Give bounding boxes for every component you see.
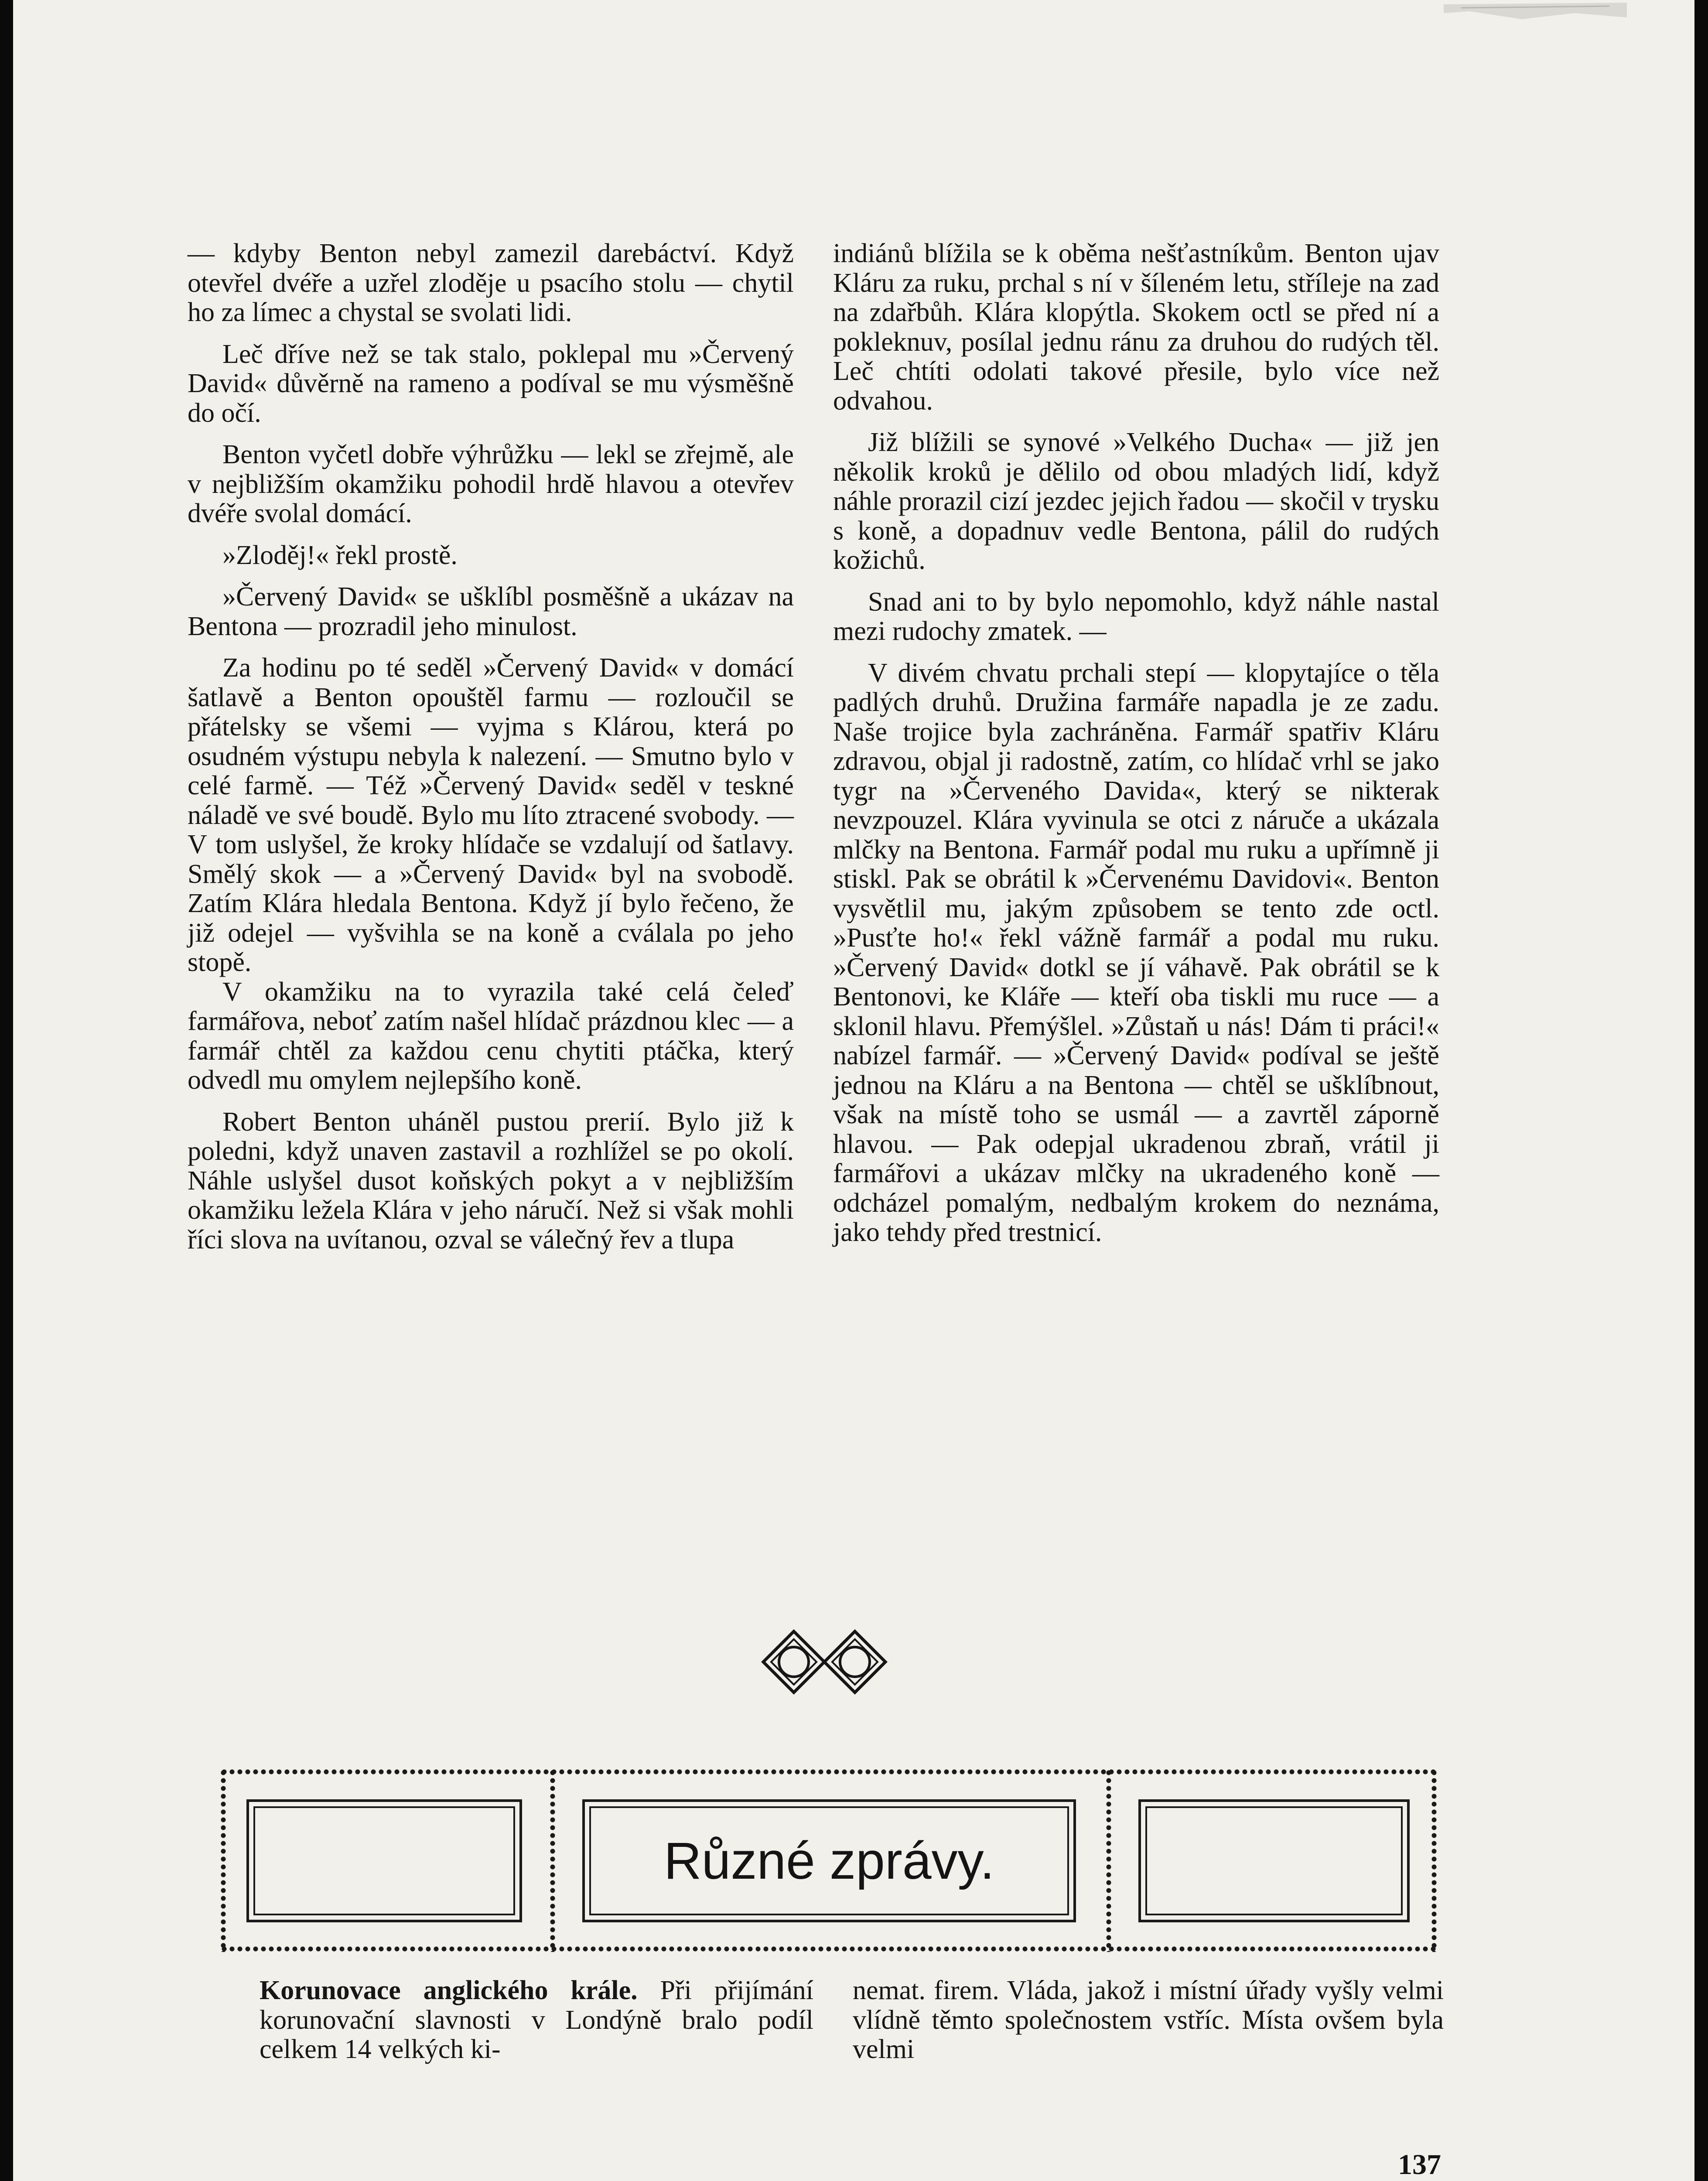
news-column-left: [260, 1976, 813, 2065]
banner-dotted-border-top: [220, 1769, 1437, 1775]
news-paragraph: nemat. firem. Vláda, jakož i místní úřady vyšly velmi vlídně těmto společnostem vstříc. Místa ovšem byla velmi: [853, 1976, 1444, 2064]
news-paragraph: [260, 1976, 813, 2065]
story-paragraph: Benton vyčetl dobře výhrůžku — lekl se zřejmě, ale v nejbližším okamžiku pohodil hrdě hlavou a otevřev dvéře svolal domácí.: [188, 440, 794, 528]
magazine-page: [13, 0, 1694, 2181]
section-title: Různé zprávy.: [663, 1832, 995, 1890]
story-paragraph: V okamžiku na to vyrazila také celá čeleď farmářova, neboť zatím našel hlídač prázdnou klec — a farmář chtěl za každou cenu chytiti ptáčka, který odvedl mu omylem nejlepšího koně.: [188, 977, 794, 1095]
story-paragraph: Již blížili se synové »Velkého Ducha« — již jen několik kroků je dělilo od obou mladých lidí, když náhle prorazil cizí jezdec jejich řadou — skočil v trysku s koně, a dopadnuv vedle Bentona, pálil do rudých kožichů.: [833, 427, 1439, 575]
story-paragraph: Za hodinu po té seděl »Červený David« v domácí šatlavě a Benton opouštěl farmu — rozloučil se přátelsky se všemi — vyjma s Klárou, která po osudném výstupu nebyla k nalezení. — Smutno bylo v celé farmě. — Též »Červený David« seděl v teskné náladě ve své boudě. Bylo mu líto ztracené svobody. — V tom uslyšel, že kroky hlídače se vzdalují od šatlavy. Smělý skok — a »Červený David« byl na svobodě. Zatím Klára hledala Bentona. Když jí bylo řečeno, že již odejel — vyšvihla se na koně a cválala po jeho stopě.: [188, 653, 794, 977]
story-paragraph: — kdyby Benton nebyl zamezil darebáctví. Když otevřel dvéře a uzřel zloděje u psacího stolu — chytil ho za límec a chystal se svolati lidi.: [188, 239, 794, 327]
banner-dotted-divider: [1106, 1769, 1112, 1952]
page-scuff-mark: [1444, 0, 1627, 26]
banner-empty-frame-right: [1138, 1799, 1410, 1922]
story-paragraph: V divém chvatu prchali stepí — klopytajíce o těla padlých druhů. Družina farmáře napadla je ze zadu. Naše trojice byla zachráněna. Farmář spatřiv Kláru zdravou, objal ji radostně, zatím, co hlídač vrhl se jako tygr na »Červeného Davida«, který se nikterak nevzpouzel. Klára vyvinula se otci z náruče a ukázala mlčky na Bentona. Farmář podal mu ruku a upřímně ji stiskl. Pak se obrátil k »Červenému Davidovi«. Benton vysvětlil mu, jakým způsobem se tento zde octl. »Pusťte ho!« řekl vážně farmář a podal mu ruku. »Červený David« dotkl se jí váhavě. Pak obrátil se k Bentonovi, ke Kláře — kteří oba tiskli mu ruce — a sklonil hlavu. Přemýšlel. »Zůstaň u nás! Dám ti práci!« nabízel farmář. — »Červený David« podíval se ještě jednou na Kláru a na Bentona — chtěl se ušklíbnout, však na místě toho se usmál — a zavrtěl záporně hlavou. — Pak odepjal ukradenou zbraň, vrátil ji farmářovi a ukázav mlčky na ukradeného koně — odcházel pomalým, nedbalým krokem do neznáma, jako tehdy před trestnicí.: [833, 658, 1439, 1247]
story-column-right: [833, 239, 1439, 1260]
banner-dotted-border-left: [220, 1769, 226, 1952]
section-banner: [220, 1769, 1437, 1952]
story-column-left: [188, 239, 794, 1267]
news-column-right: [853, 1976, 1444, 2065]
banner-title-frame: [582, 1799, 1076, 1922]
banner-dotted-divider: [550, 1769, 556, 1952]
banner-dotted-border-bottom: [220, 1946, 1437, 1952]
story-paragraph: Robert Benton uháněl pustou prerií. Bylo již k poledni, když unaven zastavil a rozhlížel se po okolí. Náhle uslyšel dusot koňských pokyt a v nejbližším okamžiku ležela Klára v jeho náručí. Než si však mohli říci slova na uvítanou, ozval se válečný řev a tlupa: [188, 1107, 794, 1255]
news-headline: Korunovace anglického krále.: [260, 1976, 638, 2005]
banner-dotted-border-right: [1431, 1769, 1437, 1952]
story-paragraph: »Červený David« se ušklíbl posměšně a ukázav na Bentona — prozradil jeho minulost.: [188, 582, 794, 641]
news-text: Při přijímání korunovační slavnosti v Londýně bralo podíl celkem 14 velkých ki-: [260, 1976, 814, 2064]
banner-empty-frame-left: [246, 1799, 522, 1922]
story-paragraph: Leč dříve než se tak stalo, poklepal mu »Červený David« důvěrně na rameno a podíval se mu výsměšně do očí.: [188, 339, 794, 428]
story-paragraph: indiánů blížila se k oběma nešťastníkům. Benton ujav Kláru za ruku, prchal s ní v šíleném letu, střílеje na zad na zdařbůh. Klára klopýtla. Skokem octl se před ní a pokleknuv, posílal jednu ránu za druhou do rudých těl. Leč chtíti odolati takové přesile, bylo více než odvahou.: [833, 239, 1439, 416]
story-paragraph: Snad ani to by bylo nepomohlo, když náhle nastal mezi rudochy zmatek. —: [833, 587, 1439, 646]
story-paragraph: »Zloděj!« řekl prostě.: [222, 540, 458, 570]
page-number: 137: [1398, 2149, 1441, 2181]
double-diamond-ornament-icon: [759, 1627, 890, 1697]
